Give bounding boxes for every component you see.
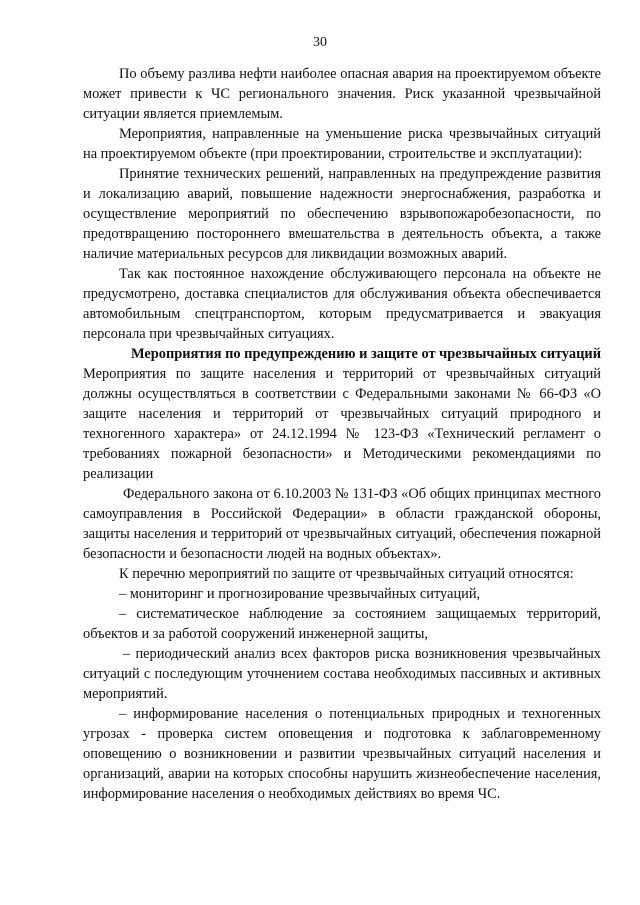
paragraph: Так как постоянное нахождение обслуживающего персонала на объекте не предусмотрено, доставка специалистов для обслуживания объекта обеспечивается автомобильным спецтранспортом, которым предусматривается и эвакуация персонала при чрезвычайных ситуациях. <box>83 266 601 342</box>
list-item: – периодический анализ всех факторов риска возникновения чрезвычайных ситуаций с последующим уточнением состава необходимых пассивных и активных мероприятий. <box>83 646 601 702</box>
page-body <box>83 64 601 804</box>
section-heading: Мероприятия по предупреждению и защите от чрезвычайных ситуаций <box>131 346 601 362</box>
paragraph: Мероприятия, направленные на уменьшение риска чрезвычайных ситуаций на проектируемом объекте (при проектировании, строительстве и эксплуатации): <box>83 126 601 162</box>
paragraph: По объему разлива нефти наиболее опасная авария на проектируемом объекте может привести к ЧС регионального значения. Риск указанной чрезвычайной ситуации является приемлемым. <box>83 66 601 122</box>
paragraph: К перечню мероприятий по защите от чрезвычайных ситуаций относятся: <box>119 566 574 582</box>
page-number: 30 <box>313 35 327 50</box>
paragraph: Федерального закона от 6.10.2003 № 131-ФЗ «Об общих принципах местного самоуправления в Российской Федерации» в области гражданской обороны, защиты населения и территорий от чрезвычайных ситуаций, обеспечения пожарной безопасности и безопасности людей на водных объектах». <box>83 486 601 562</box>
paragraph: Принятие технических решений, направленных на предупреждение развития и локализацию аварий, повышение надежности энергоснабжения, разработка и осуществление мероприятий по обеспечению взрывопожаробезопасности, по предотвращению постороннего вмешательства в деятельность объекта, а также наличие материальных ресурсов для ликвидации возможных аварий. <box>83 166 601 262</box>
list-item: – информирование населения о потенциальных природных и техногенных угрозах - проверка систем оповещения и подготовка к заблаговременному оповещению о возникновении и развитии чрезвычайных ситуаций населения и организаций, аварии на которых способны нарушить жизнеобеспечение населения, информирование населения о необходимых действиях во время ЧС. <box>83 706 601 802</box>
paragraph: Мероприятия по защите населения и территорий от чрезвычайных ситуаций должны осуществляться в соответствии с Федеральными законами № 66-ФЗ «О защите населения и территорий от чрезвычайных ситуаций природного и техногенного характера» от 24.12.1994 № 123-ФЗ «Технический регламент о требованиях пожарной безопасности» и Методическими рекомендациями по реализации <box>83 366 601 482</box>
list-item: – мониторинг и прогнозирование чрезвычайных ситуаций, <box>119 586 481 602</box>
list-item: – систематическое наблюдение за состоянием защищаемых территорий, объектов и за работой сооружений инженерной защиты, <box>83 606 601 642</box>
